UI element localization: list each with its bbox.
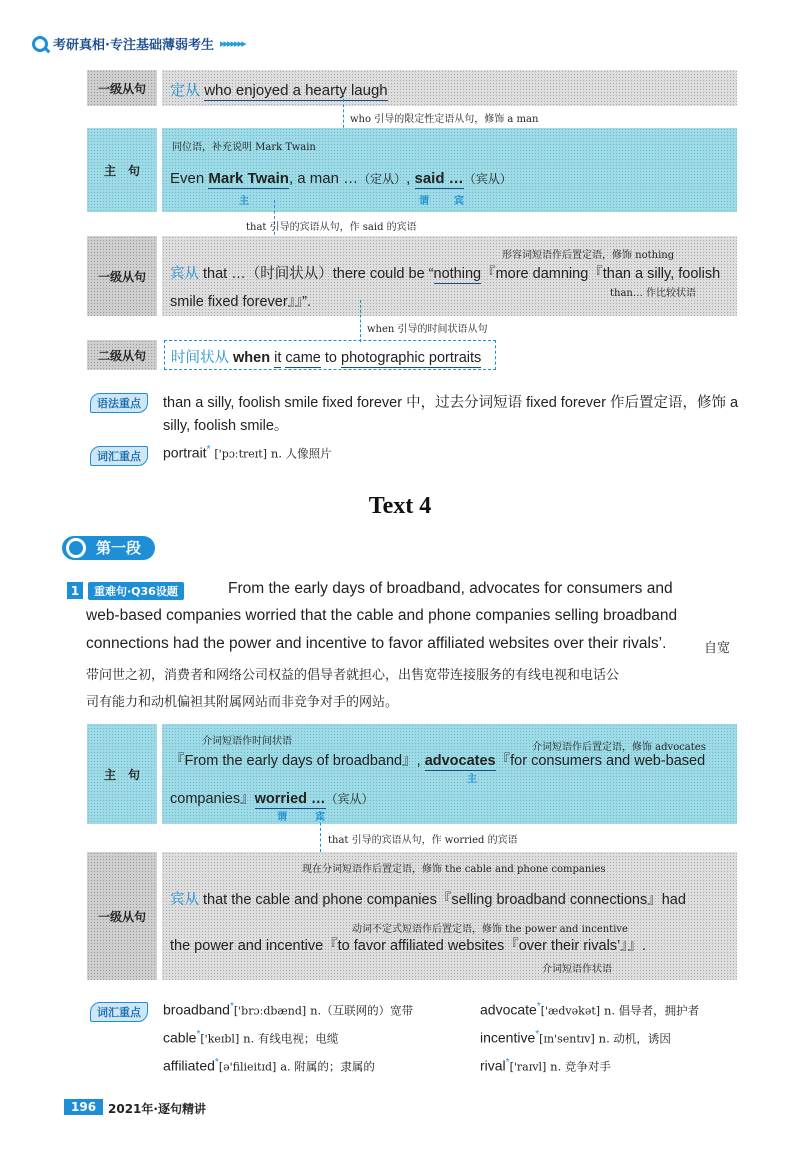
- label-first-clause: 一级从句: [87, 70, 157, 106]
- section-label: 第一段: [62, 536, 155, 560]
- word: affiliated: [163, 1057, 215, 1074]
- vocab-point-badge: [90, 445, 148, 466]
- star-icon: *: [196, 1029, 201, 1040]
- para-en-line2: web-based companies worried that the cable and phone companies selling broadband: [86, 607, 678, 624]
- sub-object: 宾: [454, 196, 464, 207]
- para-en-line3: connections had the power and incentive to favor affiliated websites over their rivals’.: [86, 635, 667, 652]
- arrow-line: [320, 812, 321, 852]
- word: advocate: [480, 1001, 537, 1018]
- grammar-point-badge: [90, 392, 148, 413]
- label-main-clause: 主 句: [87, 128, 157, 212]
- word: portrait: [163, 444, 207, 461]
- magnifier-icon: [66, 538, 86, 558]
- note-adjective-phrase: 形容词短语作后置定语，修饰 nothing: [502, 250, 675, 261]
- meaning: n. 有线电视；电缆: [243, 1031, 339, 1046]
- meaning: n. 人像照片: [270, 446, 332, 461]
- vocab-cable: [163, 1029, 338, 1047]
- relative-clause-text: who enjoyed a hearty laugh: [204, 82, 388, 99]
- meaning: n. 竞争对手: [550, 1059, 611, 1074]
- text-def-clause: （定从）: [358, 172, 407, 186]
- phonetic: ['raɪvl]: [509, 1060, 547, 1074]
- vocab-point-badge-2: [90, 1001, 148, 1022]
- header-title: 考研真相·专注基础薄弱考生: [53, 38, 214, 53]
- para-cn-line3: 司有能力和动机偏袒其附属网站而非竞争对手的网站。: [86, 695, 399, 710]
- meaning: n. 倡导者，拥护者: [603, 1003, 700, 1018]
- row-relative-clause: [162, 70, 737, 106]
- clause-line1: that the cable and phone companies『selling broadband connections』had: [199, 892, 686, 908]
- text-more-damning: 『more damning『than a silly, foolish: [481, 266, 721, 282]
- row-that-clause-2: [162, 852, 737, 980]
- clause-line2: the power and incentive『to favor affiliated websites『over their rivals’』』.: [170, 938, 647, 954]
- book-title: 2021年·逐句精讲: [108, 1102, 206, 1116]
- row-that-clause: [162, 236, 737, 316]
- vocab-portrait: [163, 444, 332, 462]
- tag-time: 时间状从: [171, 350, 229, 366]
- box-time-clause: [164, 340, 496, 370]
- vocab-advocate: [480, 1001, 699, 1019]
- note-infinitive: 动词不定式短语作后置定语，修饰 the power and incentive: [352, 924, 628, 935]
- sub-subject: 主: [239, 196, 249, 207]
- tag-object: 宾从: [170, 266, 199, 282]
- sentence-number: 1: [67, 582, 83, 599]
- verb-said: said …: [414, 170, 464, 187]
- vocab-point-label-2: 词汇重点: [90, 1002, 148, 1022]
- word-when: when: [233, 350, 271, 366]
- label-second-clause: 二级从句: [87, 340, 157, 370]
- vocab-incentive: [480, 1029, 671, 1047]
- label-main-clause-2: 主 句: [87, 724, 157, 824]
- meaning: n. 动机，诱因: [598, 1031, 671, 1046]
- meaning: a. 附属的；隶属的: [280, 1059, 375, 1074]
- note-prep-attr: 介词短语作后置定语，修饰 advocates: [532, 742, 706, 753]
- text-even: Even: [170, 170, 209, 187]
- word-nothing: nothing: [433, 266, 482, 282]
- page-header: [32, 34, 245, 53]
- text-obj-clause: （宾从）: [463, 172, 512, 186]
- phonetic: [ɪn'sentɪv]: [539, 1032, 595, 1046]
- subject-advocates: advocates: [424, 753, 496, 769]
- note-when-clause: when 引导的时间状语从句: [367, 324, 488, 335]
- word-to: to: [320, 350, 342, 366]
- star-icon: *: [505, 1057, 510, 1068]
- row-main-clause-2: [162, 724, 737, 824]
- phonetic: ['keɪbl]: [200, 1032, 240, 1046]
- text-comma: ,: [406, 170, 415, 187]
- sub-object-2: 宾: [315, 812, 325, 823]
- star-icon: *: [535, 1029, 540, 1040]
- note-participle: 现在分词短语作后置定语，修饰 the cable and phone companies: [302, 864, 606, 875]
- label-first-clause-2: 一级从句: [87, 236, 157, 316]
- note-that-clause: that 引导的宾语从句，作 said 的宾语: [246, 222, 417, 233]
- sub-predicate: 谓: [419, 196, 429, 207]
- grammar-point-label: 语法重点: [90, 393, 148, 413]
- note-prep-time: 介词短语作时间状语: [202, 736, 292, 747]
- word: broadband: [163, 1001, 230, 1018]
- phonetic: ['ædvəkət]: [540, 1004, 601, 1018]
- sub-predicate-2: 谓: [277, 812, 287, 823]
- text-companies: companies』: [170, 791, 255, 807]
- vocab-point-label: 词汇重点: [90, 446, 148, 466]
- star-icon: *: [206, 444, 211, 455]
- para-cn-line1: 自宽: [704, 641, 731, 656]
- arrow-line: [360, 300, 361, 342]
- para-cn-line2: 带问世之初，消费者和网络公司权益的倡导者就担心，出售宽带连接服务的有线电视和电话公: [86, 668, 620, 683]
- row-main-clause: [162, 128, 737, 212]
- difficulty-flag: 重难句·Q36设题: [88, 582, 184, 600]
- sub-subject-2: 主: [467, 774, 477, 785]
- text-for-consumers: 『for consumers and web-based: [495, 753, 706, 769]
- word-it: it: [274, 350, 282, 366]
- vocab-rival: [480, 1057, 611, 1075]
- text-a-man: , a man …: [288, 170, 359, 187]
- grammar-line2: silly, foolish smile。: [163, 418, 289, 434]
- text-smile: smile fixed forever』』”.: [170, 294, 312, 310]
- star-icon: *: [214, 1057, 219, 1068]
- verb-worried: worried …: [254, 791, 326, 807]
- page-number: 196: [64, 1099, 103, 1115]
- vocab-broadband: [163, 1001, 413, 1019]
- phonetic: ['pɔːtreɪt]: [214, 447, 268, 461]
- tag-relative: 定从: [170, 81, 201, 99]
- vocab-affiliated: [163, 1057, 375, 1075]
- text-that: that …（时间状从）there could be “: [199, 266, 434, 282]
- meaning: n.（互联网的）宽带: [310, 1003, 414, 1018]
- word: cable: [163, 1029, 197, 1046]
- star-icon: *: [536, 1001, 541, 1012]
- text-title: Text 4: [368, 493, 432, 519]
- label-first-clause-3: 一级从句: [87, 852, 157, 980]
- arrows-decoration: ▸▸▸▸▸▸▸: [219, 37, 245, 50]
- star-icon: *: [229, 1001, 234, 1012]
- phonetic: [ə'filieitɪd]: [218, 1060, 277, 1074]
- note-worried-clause: that 引导的宾语从句，作 worried 的宾语: [328, 835, 518, 846]
- text-obj-clause-2: （宾从）: [325, 792, 374, 806]
- note-than: than… 作比较状语: [610, 288, 697, 299]
- tag-object-2: 宾从: [170, 892, 199, 908]
- note-prep-adverbial: 介词短语作状语: [542, 964, 612, 975]
- magnifier-logo-icon: [32, 36, 48, 52]
- note-relative: who 引导的限定性定语从句，修饰 a man: [350, 114, 539, 125]
- text-from-early-days: 『From the early days of broadband』,: [170, 753, 425, 769]
- phrase-portraits: photographic portraits: [341, 350, 482, 366]
- word: rival: [480, 1057, 506, 1074]
- note-appositive: 同位语，补充说明 Mark Twain: [172, 142, 316, 153]
- phonetic: ['brɔːdbænd]: [233, 1004, 307, 1018]
- word-came: came: [285, 350, 321, 366]
- subject-mark-twain: Mark Twain: [208, 170, 289, 187]
- word: incentive: [480, 1029, 536, 1046]
- grammar-line1: than a silly, foolish smile fixed forever 中，过去分词短语 fixed forever 作后置定语，修饰 a: [163, 395, 739, 411]
- para-en-line1: From the early days of broadband, advocates for consumers and: [228, 580, 673, 597]
